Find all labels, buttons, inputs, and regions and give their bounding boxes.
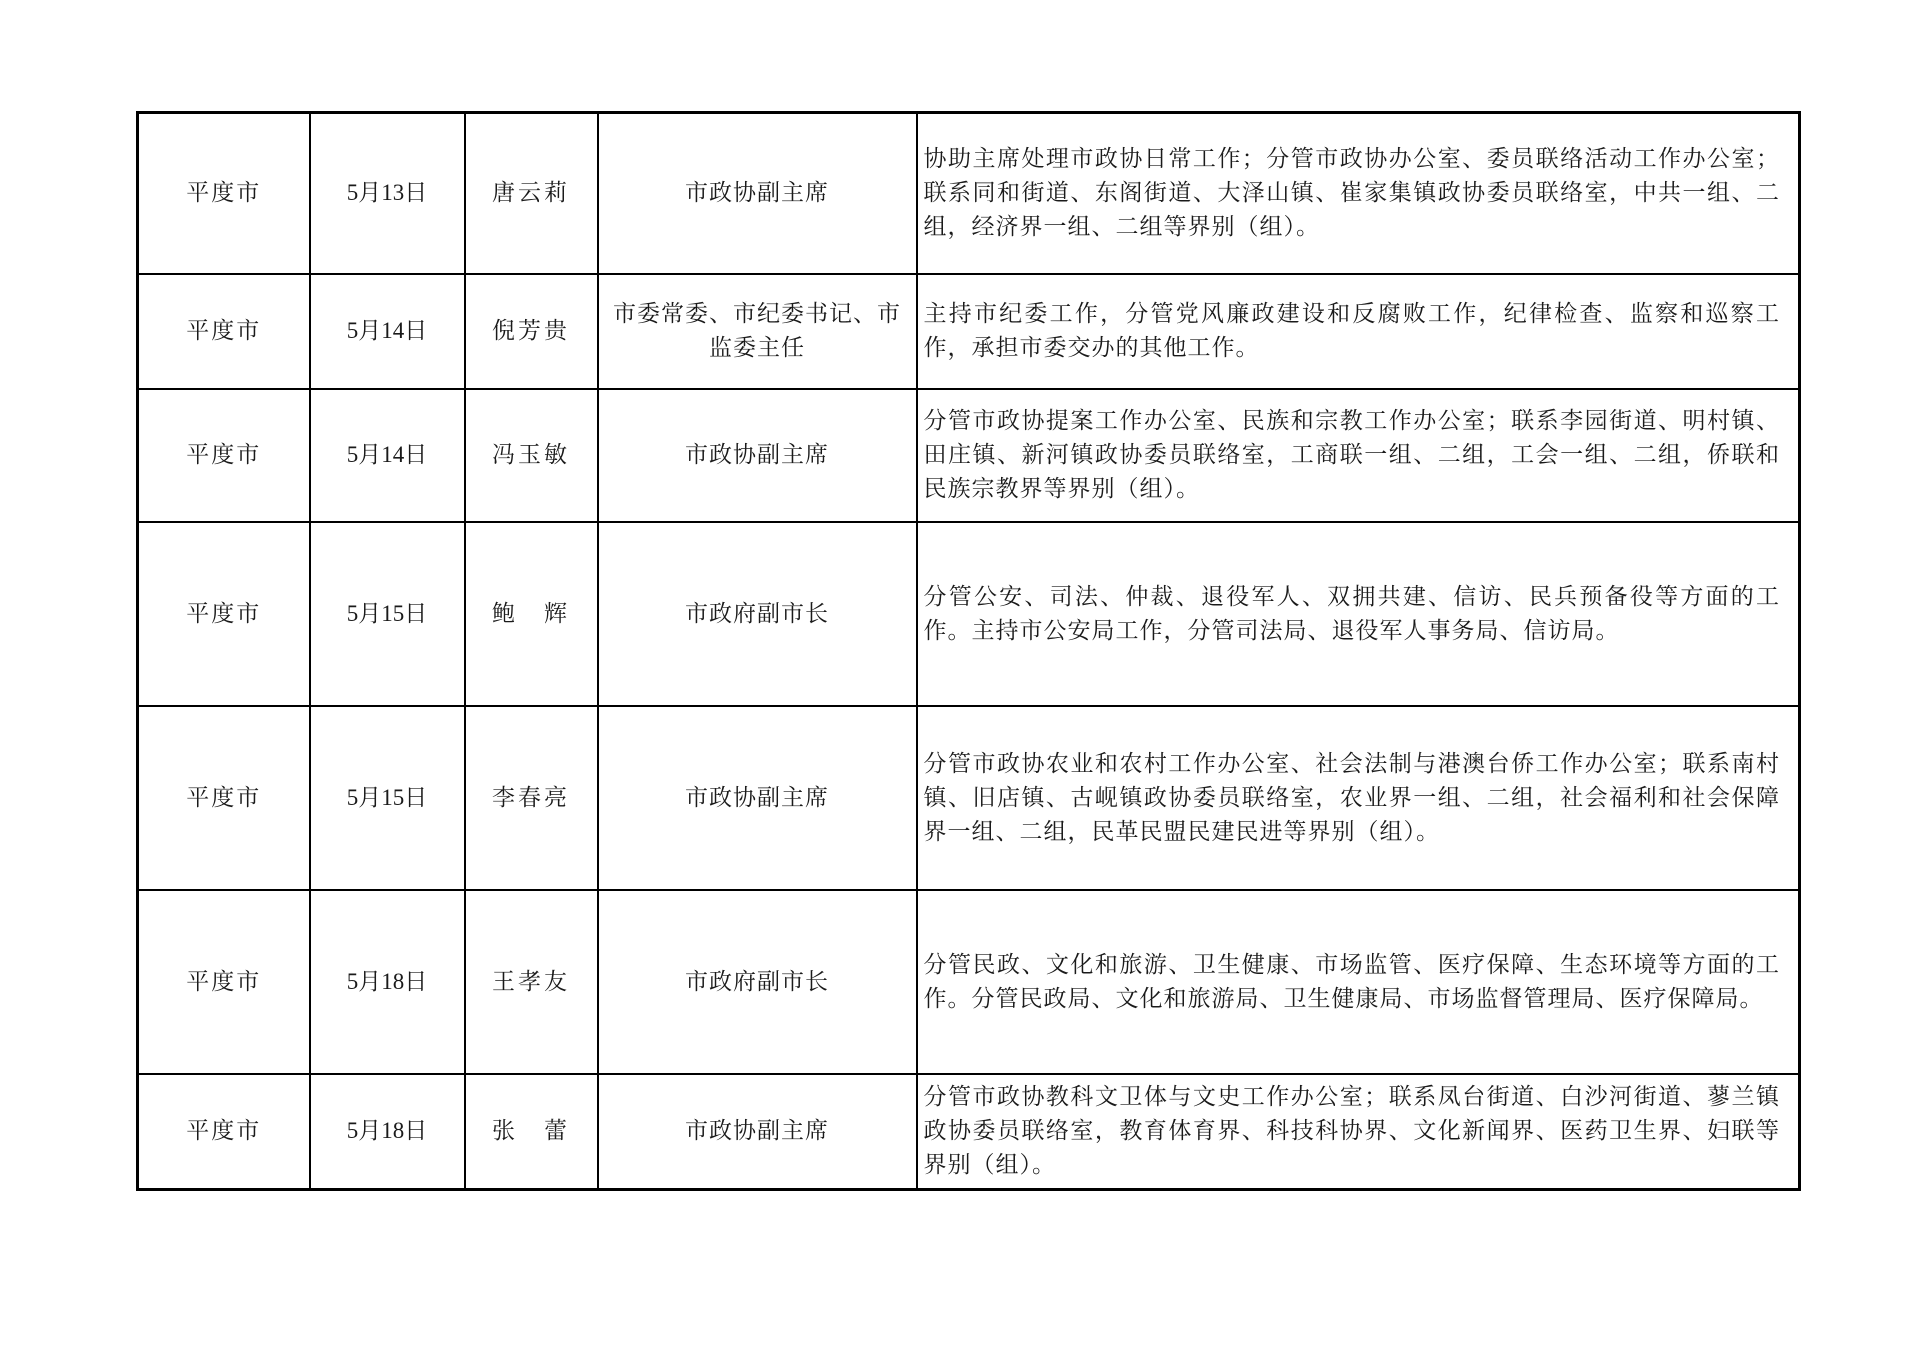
duty-cell: 协助主席处理市政协日常工作；分管市政协办公室、委员联络活动工作办公室；联系同和街道、东阁街道、大泽山镇、崔家集镇政协委员联络室，中共一组、二组，经济界一组、二组等界别（组）。 [917, 113, 1800, 274]
table-row [138, 1074, 1800, 1190]
duty-cell: 分管市政协农业和农村工作办公室、社会法制与港澳台侨工作办公室；联系南村镇、旧店镇、古岘镇政协委员联络室，农业界一组、二组，社会福利和社会保障界一组、二组，民革民盟民建民进等界别（组）。 [917, 706, 1800, 890]
city-cell: 平度市 [138, 113, 310, 274]
duty-cell: 分管民政、文化和旅游、卫生健康、市场监管、医疗保障、生态环境等方面的工作。分管民政局、文化和旅游局、卫生健康局、市场监督管理局、医疗保障局。 [917, 890, 1800, 1074]
title-cell: 市政协副主席 [598, 1074, 917, 1190]
date-cell: 5月18日 [310, 890, 465, 1074]
table-row [138, 890, 1800, 1074]
duty-cell: 主持市纪委工作，分管党风廉政建设和反腐败工作，纪律检查、监察和巡察工作，承担市委交办的其他工作。 [917, 274, 1800, 389]
date-cell: 5月18日 [310, 1074, 465, 1190]
name-cell: 张 蕾 [465, 1074, 598, 1190]
name-cell: 李春亮 [465, 706, 598, 890]
city-cell: 平度市 [138, 274, 310, 389]
name-cell: 倪芳贵 [465, 274, 598, 389]
schedule-table-container [136, 111, 1798, 1191]
table-row [138, 389, 1800, 522]
leader-schedule-table [136, 111, 1801, 1191]
city-cell: 平度市 [138, 1074, 310, 1190]
city-cell: 平度市 [138, 389, 310, 522]
name-cell: 唐云莉 [465, 113, 598, 274]
title-cell: 市政协副主席 [598, 113, 917, 274]
name-cell: 王孝友 [465, 890, 598, 1074]
name-cell: 鲍 辉 [465, 522, 598, 706]
table-row [138, 522, 1800, 706]
table-row [138, 113, 1800, 274]
name-cell: 冯玉敏 [465, 389, 598, 522]
title-cell: 市委常委、市纪委书记、市监委主任 [598, 274, 917, 389]
city-cell: 平度市 [138, 522, 310, 706]
duty-cell: 分管市政协教科文卫体与文史工作办公室；联系凤台街道、白沙河街道、蓼兰镇政协委员联络室，教育体育界、科技科协界、文化新闻界、医药卫生界、妇联等界别（组）。 [917, 1074, 1800, 1190]
table-row [138, 706, 1800, 890]
city-cell: 平度市 [138, 890, 310, 1074]
date-cell: 5月15日 [310, 706, 465, 890]
date-cell: 5月13日 [310, 113, 465, 274]
title-cell: 市政府副市长 [598, 890, 917, 1074]
title-cell: 市政府副市长 [598, 522, 917, 706]
city-cell: 平度市 [138, 706, 310, 890]
date-cell: 5月15日 [310, 522, 465, 706]
date-cell: 5月14日 [310, 389, 465, 522]
duty-cell: 分管市政协提案工作办公室、民族和宗教工作办公室；联系李园街道、明村镇、田庄镇、新河镇政协委员联络室，工商联一组、二组，工会一组、二组，侨联和民族宗教界等界别（组）。 [917, 389, 1800, 522]
duty-cell: 分管公安、司法、仲裁、退役军人、双拥共建、信访、民兵预备役等方面的工作。主持市公安局工作，分管司法局、退役军人事务局、信访局。 [917, 522, 1800, 706]
table-row [138, 274, 1800, 389]
date-cell: 5月14日 [310, 274, 465, 389]
title-cell: 市政协副主席 [598, 389, 917, 522]
title-cell: 市政协副主席 [598, 706, 917, 890]
